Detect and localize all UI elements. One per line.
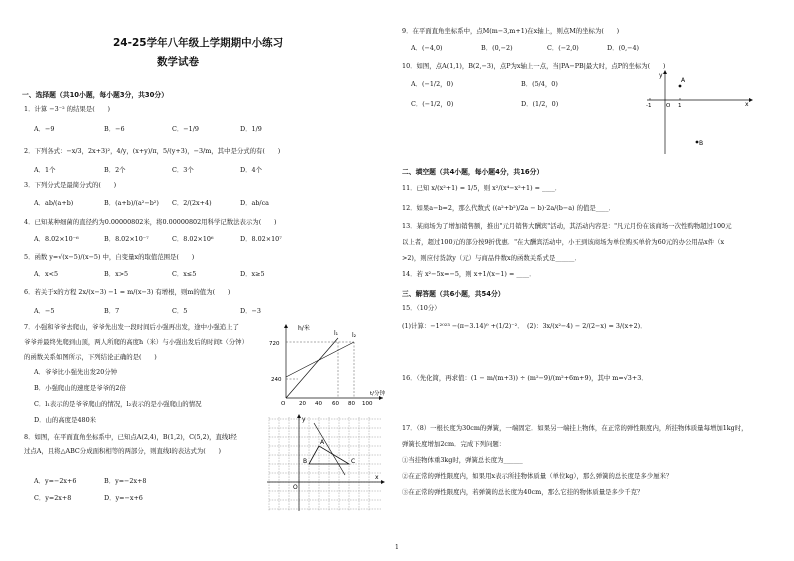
q7-x-60: 60	[332, 401, 339, 407]
q7-x-40: 40	[315, 401, 322, 407]
q9-option-b[interactable]: B．(0,−2)	[481, 44, 513, 52]
q7-origin: O	[281, 401, 286, 407]
q6-option-c[interactable]: C．5	[172, 307, 188, 315]
q10-y-arrow-icon	[663, 70, 667, 74]
q10-option-c[interactable]: C．(−1/2，0)	[411, 100, 454, 108]
q10-point-a	[679, 85, 682, 88]
q8-x-label: x	[375, 474, 379, 481]
q8-point-b-label: B	[303, 458, 308, 465]
q7-h-label: h/米	[298, 325, 310, 332]
q2-option-b[interactable]: B．2个	[104, 166, 126, 174]
q16-stem: 16．（先化简，再求值：(1 − m/(m+3)) ÷ (m²−9)/(m²+6m+9)，其中 m=√3+3．	[402, 374, 648, 382]
q6-option-b[interactable]: B．7	[104, 307, 120, 315]
q2-option-d[interactable]: D．4个	[240, 166, 262, 174]
q9-stem: 9．在平面直角坐标系中，点M(m−3,m+1)在x轴上，则点M的坐标为( )	[402, 27, 620, 35]
q4-option-a[interactable]: A．8.02×10⁻⁶	[34, 235, 79, 243]
q8-line-l	[314, 423, 345, 475]
q3-stem: 3．下列分式是最简分式的( )	[24, 181, 117, 189]
q5-option-a[interactable]: A．x<5	[34, 270, 59, 278]
q10-y-label: y	[659, 72, 663, 79]
right-column	[397, 0, 794, 561]
q7-line-l1	[286, 338, 338, 398]
q5-option-c[interactable]: C．x≤5	[172, 270, 197, 278]
q1-stem: 1．计算 −3⁻² 的结果是( )	[24, 105, 110, 113]
q13-line2: 以上者，超过100元的部分按9折优惠．"在大酬宾活动中，小王到该商场为单位购买单价为60元的办公用品x件（x	[402, 238, 725, 246]
q7-y-arrow-icon	[284, 324, 288, 328]
q7-x-80: 80	[348, 401, 355, 407]
q3-option-a[interactable]: A．ab/(a+b)	[34, 199, 74, 207]
q2-option-a[interactable]: A．1个	[34, 166, 56, 174]
q9-option-c[interactable]: C．(−2,0)	[547, 44, 579, 52]
q10-point-b-label: B	[699, 140, 704, 147]
q5-option-b[interactable]: B．x>5	[104, 270, 129, 278]
q7-label-l2: l₂	[352, 332, 357, 339]
q17-line3: ①当挂物体重3kg时，弹簧总长度为______	[402, 456, 523, 464]
q7-option-c[interactable]: C．l₁表示的是爷爷爬山的情况，l₂表示的是小强爬山的情况	[34, 400, 202, 408]
page-title: 24-25学年八年级上学期期中小练习	[113, 37, 284, 49]
q3-option-b[interactable]: B．(a+b)/(a²−b²)	[104, 199, 159, 207]
q1-option-b[interactable]: B．−6	[104, 125, 125, 133]
q10-option-d[interactable]: D．(1/2，0)	[521, 100, 559, 108]
q9-option-a[interactable]: A．(−4,0)	[411, 44, 443, 52]
q7-graph	[268, 320, 388, 408]
q2-option-c[interactable]: C．3个	[172, 166, 194, 174]
q17-line1: 17．（8）一根长度为30cm的弹簧，一端固定．如果另一端挂上物体，在正常的弹性限度内，所挂物体质量每增加1kg时，	[402, 424, 748, 432]
q17-line2: 弹簧长度增加2cm．完成下列问题：	[402, 440, 506, 448]
q7-option-a[interactable]: A．爷爷比小强先出发20分钟	[34, 368, 118, 376]
q7-label-l1: l₁	[334, 330, 339, 337]
q8-option-d[interactable]: D．y=−x+6	[104, 494, 143, 502]
q7-y-720: 720	[269, 341, 280, 347]
q7-x-100: 100	[362, 401, 373, 407]
q8-option-a[interactable]: A．y=−2x+6	[34, 477, 77, 485]
q6-option-a[interactable]: A．−5	[34, 307, 55, 315]
q9-option-d[interactable]: D．(0,−4)	[607, 44, 640, 52]
q8-y-label: y	[302, 416, 306, 423]
q8-stem-line2: 过点A，且将△ABC分成面积相等的两部分，则直线l的表达式为( )	[24, 447, 222, 455]
q7-x-20: 20	[299, 401, 306, 407]
q1-option-d[interactable]: D．1/9	[240, 125, 262, 133]
q7-stem-line3: 的函数关系如图所示，下列结论正确的是( )	[24, 353, 157, 361]
q10-tick-neg1-label: -1	[646, 103, 652, 109]
q10-tick-1-label: 1	[678, 103, 682, 109]
q2-stem: 2．下列各式：−x/3，2x+3)²，4/y，(x+y)/π，5/(y+3)，−3/m，其中是分式的有( )	[24, 147, 281, 155]
q6-stem: 6．若关于x的方程 2x/(x−3) −1 = m/(x−3) 有增根，则m的值为( )	[24, 288, 231, 296]
q3-option-c[interactable]: C．2/(2x+4)	[172, 199, 212, 207]
q15-part1: (1)计算：−1²⁰²³ −(π−3.14)⁰ +(1/2)⁻²．	[402, 322, 524, 330]
q7-stem-line1: 7．小强和爷爷去爬山，爷爷先出发一段时间后小强再出发，途中小强追上了	[24, 323, 239, 331]
q7-y-240: 240	[271, 377, 282, 383]
q8-y-arrow-icon	[297, 414, 301, 418]
q17-line4: ②在正常的弹性限度内，如果用x表示所挂物体质量（单位kg），那么弹簧的总长度是多少厘米？	[402, 472, 673, 480]
q15-head: 15．（10分）	[402, 304, 441, 312]
q13-line3: >2)，则应付货款y（元）与商品件数x的函数关系式是______．	[402, 254, 581, 262]
section2-heading: 二、填空题（共4小题，每小题4分，共16分）	[402, 168, 544, 176]
q8-origin-label: O	[293, 484, 298, 491]
q6-option-d[interactable]: D．−3	[240, 307, 261, 315]
q10-graph	[645, 68, 755, 156]
q4-option-b[interactable]: B．8.02×10⁻⁷	[104, 235, 149, 243]
q7-option-b[interactable]: B．小强爬山的速度是爷爷的2倍	[34, 384, 126, 392]
q10-point-a-label: A	[681, 77, 686, 84]
q8-option-b[interactable]: B．y=−2x+8	[104, 477, 147, 485]
q8-point-c-label: C	[351, 458, 356, 465]
section3-heading: 三、解答题（共6小题，共54分）	[402, 290, 505, 298]
q8-x-arrow-icon	[381, 480, 385, 484]
q12-stem: 12．如果a−b=2，那么代数式 ((a²+b²)/2a − b)·2a/(b−a) 的值是____．	[402, 204, 615, 212]
q7-t-label: t/分钟	[370, 391, 386, 397]
q10-origin-label: O	[666, 103, 671, 109]
q1-option-a[interactable]: A．−9	[34, 125, 55, 133]
q17-line5: ③在正常的弹性限度内，若弹簧的总长度为40cm，那么它挂的物体质量是多少千克？	[402, 488, 644, 496]
q1-option-c[interactable]: C．−1/9	[172, 125, 199, 133]
q11-stem: 11．已知 x/(x²+1) = 1/5，则 x²/(x⁴−x²+1) = ____．	[402, 184, 562, 192]
q10-point-b	[696, 141, 699, 144]
q7-line-l2	[286, 342, 354, 377]
q5-stem: 5．函数 y=√(x−5)/(x−5) 中，自变量x的取值范围是( )	[24, 253, 195, 261]
q8-stem-line1: 8．如图，在平面直角坐标系中，已知点A(2,4)，B(1,2)，C(5,2)，直线l经	[24, 433, 237, 441]
q10-x-arrow-icon	[749, 98, 753, 102]
q13-line1: 13．某商场为了增加销售额，推出"元月销售大酬宾"活动，其活动内容是："凡元月份在该商场一次性购物超过100元	[402, 222, 732, 230]
q10-stem: 10．如图，点A(1,1)，B(2,−3)，点P为x轴上一点，当|PA−PB|最大时，点P的坐标为( )	[402, 62, 666, 70]
q8-option-c[interactable]: C．y=2x+8	[34, 494, 72, 502]
page-subtitle: 数学试卷	[157, 56, 199, 68]
q10-x-label: x	[745, 101, 749, 108]
section1-heading: 一、选择题（共10小题，每小题3分，共30分）	[22, 91, 168, 99]
q14-stem: 14．若 x²−5x=−5，则 x+1/(x−1) = ____．	[402, 270, 536, 278]
q10-option-b[interactable]: B．(5/4，0)	[521, 80, 558, 88]
q8-graph	[265, 413, 387, 513]
q15-part2: (2)：3x/(x²−4) − 2/(2−x) = 3/(x+2)．	[527, 322, 647, 330]
q5-option-d[interactable]: D．x≥5	[240, 270, 265, 278]
page-number: 1	[395, 544, 399, 551]
q7-stem-line2: 爷爷并最终先爬到山顶，两人所爬的高度h（米）与小强出发后的时间t（分钟）	[24, 338, 248, 346]
q4-option-c[interactable]: C．8.02×10⁶	[172, 235, 214, 243]
q4-stem: 4．已知某种细菌的直径约为0.00000802米，将0.00000802用科学记数法表示为( )	[24, 218, 277, 226]
q3-option-d[interactable]: D．ab/ca	[240, 199, 269, 207]
q10-option-a[interactable]: A．(−1/2，0)	[411, 80, 454, 88]
q7-option-d[interactable]: D．山的高度是480米	[34, 416, 97, 424]
q4-option-d[interactable]: D．8.02×10⁷	[240, 235, 282, 243]
q8-point-a-label: A	[320, 439, 325, 446]
